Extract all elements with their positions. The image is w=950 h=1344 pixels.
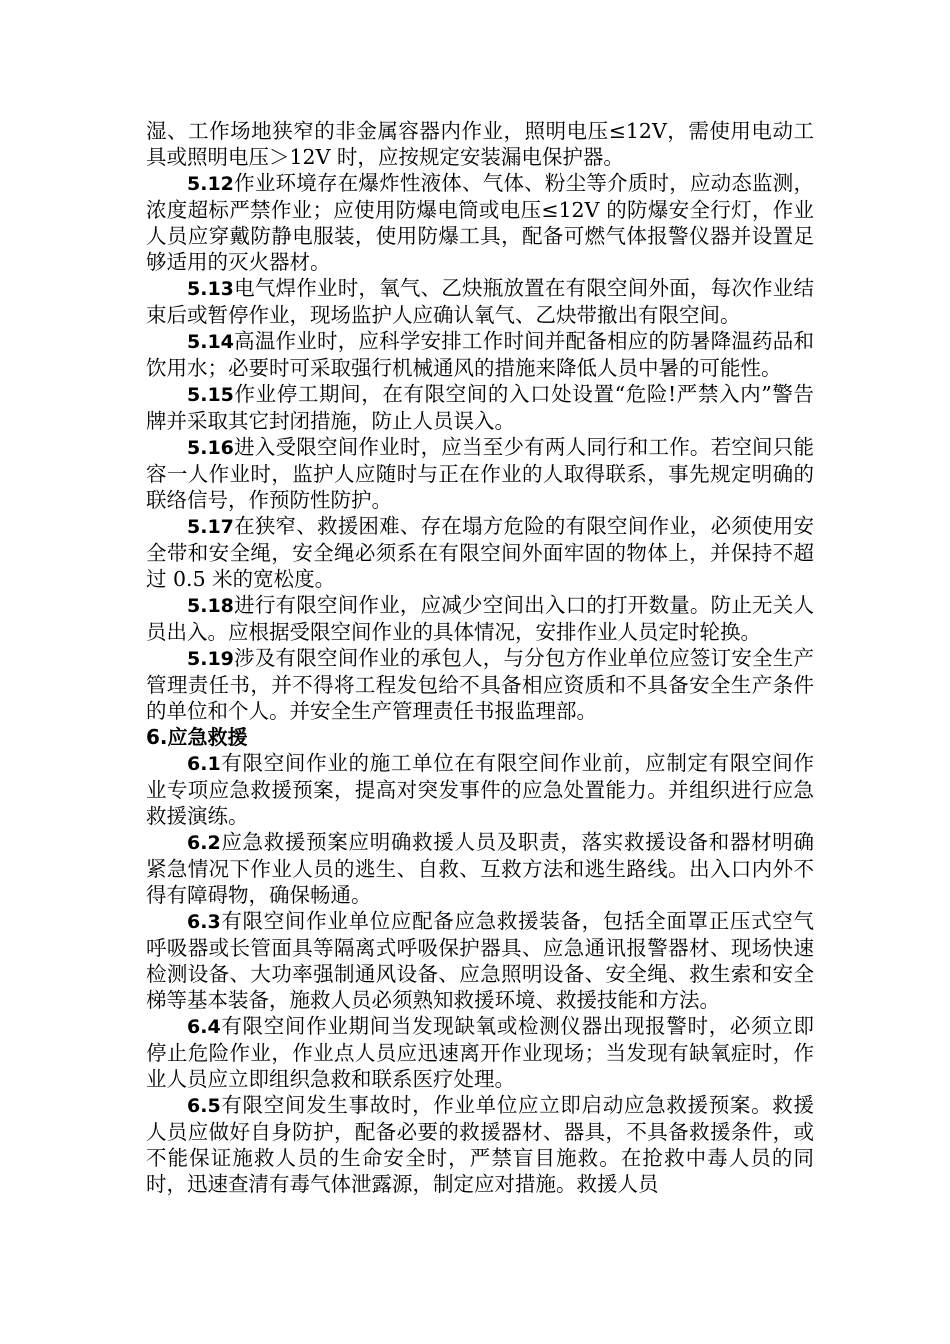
clause-number: 5.13 bbox=[187, 278, 234, 300]
clause-5-16 bbox=[146, 434, 814, 513]
clause-number: 5.19 bbox=[187, 648, 234, 670]
clause-6-5 bbox=[146, 1092, 814, 1197]
clause-6-4 bbox=[146, 1013, 814, 1092]
clause-5-14 bbox=[146, 328, 814, 381]
clause-6-3 bbox=[146, 908, 814, 1013]
intro-paragraph bbox=[146, 118, 814, 170]
clause-5-17 bbox=[146, 513, 814, 592]
clause-number: 6.5 bbox=[187, 1095, 221, 1117]
clause-text: 作业环境存在爆炸性液体、气体、粉尘等介质时，应动态监测，浓度超标严禁作业；应使用防爆电筒或电压≤12V 的防爆安全行灯，作业人员应穿戴防静电服装，使用防爆工具，配备可燃气体报警仪器并设置足够适用的灭火器材。 bbox=[146, 171, 814, 274]
clause-text: 涉及有限空间作业的承包人，与分包方作业单位应签订安全生产管理责任书，并不得将工程发包给不具备相应资质和不具备安全生产条件的单位和个人。并安全生产管理责任书报监理部。 bbox=[146, 646, 814, 723]
clause-5-15 bbox=[146, 381, 814, 434]
clause-number: 5.12 bbox=[187, 173, 234, 195]
clause-number: 6.4 bbox=[187, 1016, 221, 1038]
clause-text: 进行有限空间作业，应减少空间出入口的打开数量。防止无关人员出入。应根据受限空间作业的具体情况，安排作业人员定时轮换。 bbox=[146, 593, 814, 644]
clause-number: 6.1 bbox=[187, 753, 221, 775]
section-heading: 6.应急救援 bbox=[146, 725, 248, 749]
clause-number: 5.16 bbox=[187, 437, 234, 459]
clause-text: 有限空间发生事故时，作业单位应立即启动应急救援预案。救援人员应做好自身防护，配备必要的救援器材、器具，不具备救援条件，或不能保证施救人员的生命安全时，严禁盲目施救。在抢救中毒人员的同时，迅速查清有毒气体泄露源，制定应对措施。救援人员 bbox=[146, 1093, 814, 1196]
clause-5-12 bbox=[146, 170, 814, 275]
clause-text: 在狭窄、救援困难、存在塌方危险的有限空间作业，必须使用安全带和安全绳，安全绳必须系在有限空间外面牢固的物体上，并保持不超过 0.5 米的宽松度。 bbox=[146, 514, 814, 591]
clause-5-13 bbox=[146, 275, 814, 328]
clause-6-1 bbox=[146, 750, 814, 829]
clause-text: 进入受限空间作业时，应当至少有两人同行和工作。若空间只能容一人作业时，监护人应随时与正在作业的人取得联系，事先规定明确的联络信号，作预防性防护。 bbox=[146, 435, 814, 512]
document-page bbox=[146, 118, 814, 1197]
clause-number: 5.18 bbox=[187, 595, 234, 617]
paragraph-text: 湿、工作场地狭窄的非金属容器内作业，照明电压≤12V，需使用电动工具或照明电压＞12V 时，应按规定安装漏电保护器。 bbox=[146, 119, 814, 169]
clause-text: 作业停工期间，在有限空间的入口处设置“危险!严禁入内”警告牌并采取其它封闭措施，防止人员误入。 bbox=[146, 382, 814, 433]
clause-6-2 bbox=[146, 829, 814, 908]
clause-number: 6.3 bbox=[187, 911, 221, 933]
clause-number: 5.17 bbox=[187, 516, 234, 538]
clause-number: 6.2 bbox=[187, 832, 221, 854]
clause-5-18 bbox=[146, 592, 814, 645]
clause-text: 电气焊作业时，氧气、乙炔瓶放置在有限空间外面，每次作业结束后或暂停作业，现场监护人应确认氧气、乙炔带撤出有限空间。 bbox=[146, 276, 814, 327]
clause-number: 5.14 bbox=[187, 331, 234, 353]
clause-text: 应急救援预案应明确救援人员及职责，落实救援设备和器材明确紧急情况下作业人员的逃生、自救、互救方法和逃生路线。出入口内外不得有障碍物，确保畅通。 bbox=[146, 830, 814, 907]
clause-5-19 bbox=[146, 645, 814, 724]
clause-number: 5.15 bbox=[187, 384, 234, 406]
clause-text: 有限空间作业的施工单位在有限空间作业前，应制定有限空间作业专项应急救援预案，提高对突发事件的应急处置能力。并组织进行应急救援演练。 bbox=[146, 751, 814, 828]
clause-text: 有限空间作业单位应配备应急救援装备，包括全面罩正压式空气呼吸器或长管面具等隔离式呼吸保护器具、应急通讯报警器材、现场快速检测设备、大功率强制通风设备、应急照明设备、安全绳、救生索和安全梯等基本装备，施救人员必须熟知救援环境、救援技能和方法。 bbox=[146, 909, 814, 1012]
clause-text: 高温作业时，应科学安排工作时间并配备相应的防暑降温药品和饮用水；必要时可采取强行机械通风的措施来降低人员中暑的可能性。 bbox=[146, 329, 814, 380]
clause-text: 有限空间作业期间当发现缺氧或检测仪器出现报警时，必须立即停止危险作业，作业点人员应迅速离开作业现场；当发现有缺氧症时，作业人员应立即组织急救和联系医疗处理。 bbox=[146, 1014, 814, 1091]
